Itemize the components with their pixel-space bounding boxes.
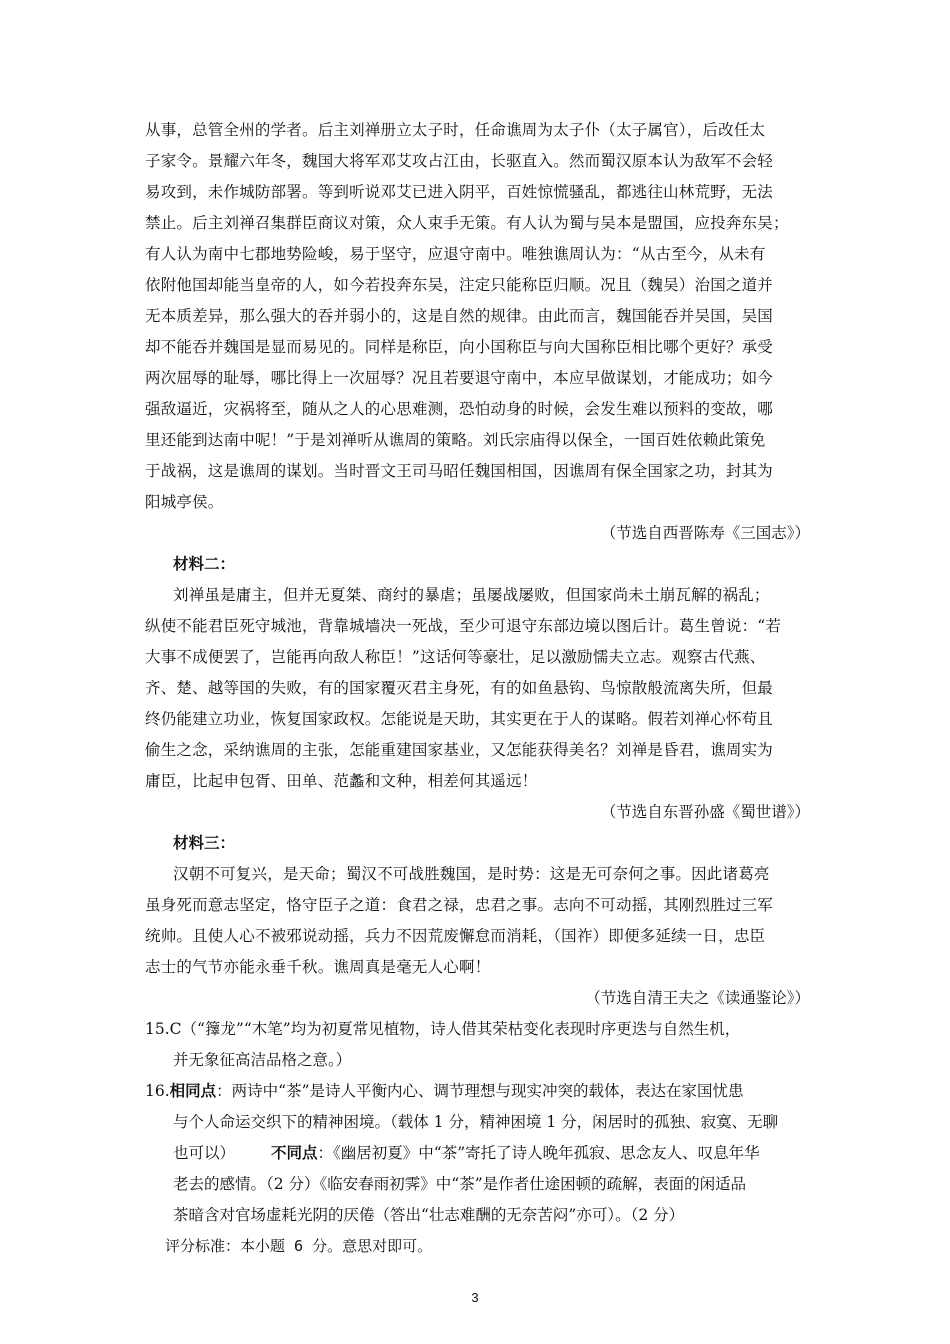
answer-line: 茶暗含对官场虚耗光阴的厌倦（答出“壮志难酬的无奈苦闷”亦可）。（2 分）: [173, 1206, 685, 1224]
answer-line: 并无象征高洁品格之意。）: [173, 1051, 352, 1069]
text-line: 两次屈辱的耻辱，哪比得上一次屈辱？况且若要退守南中，本应早做谋划，才能成功；如今: [145, 369, 774, 387]
text-line: 统帅。且使人心不被邪说动摇，兵力不因荒废懈怠而消耗，（国祚）即便多延续一日，忠臣: [145, 927, 766, 945]
text-line: 里还能到达南中呢！”于是刘禅听从谯周的策略。刘氏宗庙得以保全，一国百姓依赖此策免: [145, 431, 766, 449]
text-line: 齐、楚、越等国的失败，有的国家覆灭君主身死，有的如鱼悬钩、鸟惊散般流离失所，但最: [145, 679, 774, 697]
text-line: 从事，总管全州的学者。后主刘禅册立太子时，任命谯周为太子仆（太子属官），后改任太: [145, 121, 766, 139]
text-line: 偷生之念，采纳谯周的主张，怎能重建国家基业，又怎能获得美名？刘禅是昏君，谯周实为: [145, 741, 774, 759]
text-line: 于战祸，这是谯周的谋划。当时晋文王司马昭任魏国相国，因谯周有保全国家之功，封其为: [145, 462, 774, 480]
answer-line: 老去的感情。（2 分）《临安春雨初霁》中“茶”是作者仕途困顿的疏解，表面的闲适品: [173, 1175, 747, 1193]
text-line: 子家令。景耀六年冬，魏国大将军邓艾攻占江由，长驱直入。然而蜀汉原本认为敌军不会轻: [145, 152, 774, 170]
text-line: 却不能吞并魏国是显而易见的。同样是称臣，向小国称臣与向大国称臣相比哪个更好？承受: [145, 338, 774, 356]
text-line: 刘禅虽是庸主，但并无夏桀、商纣的暴虐；虽屡战屡败，但国家尚未土崩瓦解的祸乱；: [173, 586, 770, 604]
text-line: 汉朝不可复兴，是天命；蜀汉不可战胜魏国，是时势：这是无可奈何之事。因此诸葛亮: [173, 865, 770, 883]
text-line: 依附他国却能当皇帝的人，如今若投奔东吴，注定只能称臣归顺。况且（魏吴）治国之道并: [145, 276, 774, 294]
text-line: 庸臣，比起申包胥、田单、范蠡和文种，相差何其遥远！: [145, 772, 538, 790]
answer-line: 与个人命运交织下的精神困境。（载体 1 分，精神困境 1 分，闲居时的孤独、寂寞、无聊: [173, 1113, 779, 1131]
text-line: 强敌逼近，灾祸将至，随从之人的心思难测，恐怕动身的时候，会发生难以预料的变故，哪: [145, 400, 774, 418]
page-number: 3: [471, 1290, 479, 1305]
text-line: 无本质差异，那么强大的吞并弱小的，这是自然的规律。由此而言，魏国能吞并吴国，吴国: [145, 307, 774, 325]
section-heading: 材料三：: [173, 834, 236, 852]
answer-line: 15.C（“籜龙”“木笔”均为初夏常见植物，诗人借其荣枯变化表现时序更迭与自然生机，: [145, 1020, 741, 1038]
text-line: 虽身死而意志坚定，恪守臣子之道：食君之禄，忠君之事。志向不可动摇，其刚烈胜过三军: [145, 896, 774, 914]
source-citation: （节选自清王夫之《读通鉴论》）: [585, 989, 810, 1007]
answer-text: ：《幽居初夏》中“茶”寄托了诗人晚年孤寂、思念友人、叹息年华: [317, 1144, 760, 1162]
text-line: 志士的气节亦能永垂千秋。谯周真是毫无人心啊！: [145, 958, 491, 976]
answer-line: [145, 1079, 744, 1103]
section-heading: 材料二：: [173, 555, 236, 573]
answer-text: ：两诗中“茶”是诗人平衡内心、调节理想与现实冲突的载体，表达在家国忧患: [216, 1082, 744, 1100]
text-line: 阳城亭侯。: [145, 493, 224, 511]
scoring-note: 评分标准：本小题 6 分。意思对即可。: [165, 1237, 433, 1255]
text-line: 终仍能建立功业，恢复国家政权。怎能说是天助，其实更在于人的谋略。假若刘禅心怀苟且: [145, 710, 774, 728]
answer-line: [173, 1141, 760, 1165]
question-number: 16.: [145, 1082, 170, 1100]
text-line: 禁止。后主刘禅召集群臣商议对策，众人束手无策。有人认为蜀与吴本是盟国，应投奔东吴；: [145, 214, 789, 232]
text-line: 纵使不能君臣死守城池，背靠城墙决一死战，至少可退守东部边境以图后计。葛生曾说：“若: [145, 617, 782, 635]
text-line: 有人认为南中七郡地势险峻，易于坚守，应退守南中。唯独谯周认为：“从古至今，从未有: [145, 245, 766, 263]
source-citation: （节选自东晋孙盛《蜀世谱》）: [600, 803, 810, 821]
diff-point-label: 不同点: [271, 1144, 318, 1162]
same-point-label: 相同点: [169, 1082, 217, 1100]
text-line: 大事不成便罢了，岂能再向敌人称臣！”这话何等豪壮，足以激励懦夫立志。观察古代燕、: [145, 648, 766, 666]
answer-text: 也可以）: [173, 1144, 236, 1162]
text-line: 易攻到，未作城防部署。等到听说邓艾已进入阴平，百姓惊慌骚乱，都逃往山林荒野，无法: [145, 183, 774, 201]
source-citation: （节选自西晋陈寿《三国志》）: [600, 524, 810, 542]
